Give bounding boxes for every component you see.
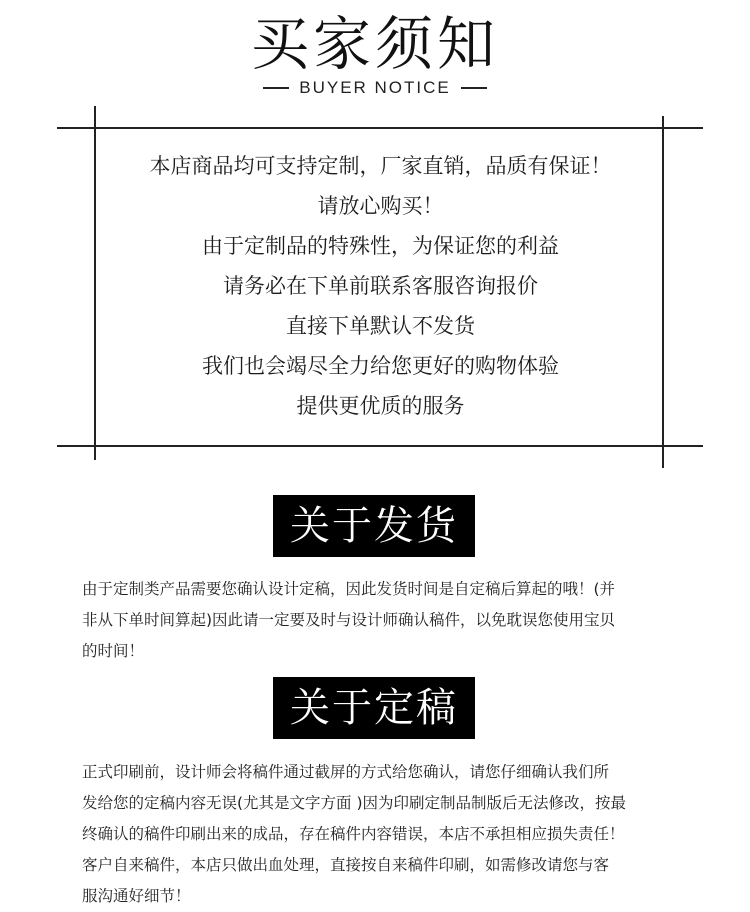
draft-paragraph xyxy=(82,757,682,912)
subtitle-text: BUYER NOTICE xyxy=(299,78,451,97)
notice-line: 请放心购买！ xyxy=(317,194,444,218)
notice-text-block xyxy=(97,146,664,426)
notice-line: 由于定制品的特殊性，为保证您的利益 xyxy=(202,234,559,258)
draft-section-title: 关于定稿 xyxy=(273,677,475,739)
frame-top-line xyxy=(57,127,703,129)
frame-left-line xyxy=(94,106,96,460)
draft-line: 正式印刷前，设计师会将稿件通过截屏的方式给您确认，请您仔细确认我们所 xyxy=(82,763,610,781)
page-title: 买家须知 xyxy=(250,10,499,78)
shipping-line: 由于定制类产品需要您确认设计定稿，因此发货时间是自定稿后算起的哦！(并 xyxy=(82,580,616,598)
notice-line: 直接下单默认不发货 xyxy=(286,314,475,338)
draft-line: 客户自来稿件，本店只做出血处理，直接按自来稿件印刷，如需修改请您与客 xyxy=(82,856,610,874)
notice-line: 提供更优质的服务 xyxy=(296,394,465,418)
draft-line: 终确认的稿件印刷出来的成品，存在稿件内容错误，本店不承担相应损失责任！ xyxy=(82,825,625,843)
shipping-line: 非从下单时间算起)因此请一定要及时与设计师确认稿件，以免耽误您使用宝贝 xyxy=(82,611,616,629)
draft-line: 服沟通好细节！ xyxy=(82,887,191,905)
frame-bottom-line xyxy=(57,445,703,447)
shipping-paragraph xyxy=(82,574,682,667)
shipping-section-title: 关于发货 xyxy=(273,495,475,557)
notice-line: 我们也会竭尽全力给您更好的购物体验 xyxy=(202,354,559,378)
shipping-line: 的时间！ xyxy=(82,642,145,660)
draft-line: 发给您的定稿内容无误(尤其是文字方面 )因为印刷定制品制版后无法修改，按最 xyxy=(82,794,627,812)
notice-line: 请务必在下单前联系客服咨询报价 xyxy=(223,274,538,298)
notice-line: 本店商品均可支持定制，厂家直销，品质有保证！ xyxy=(149,154,612,178)
